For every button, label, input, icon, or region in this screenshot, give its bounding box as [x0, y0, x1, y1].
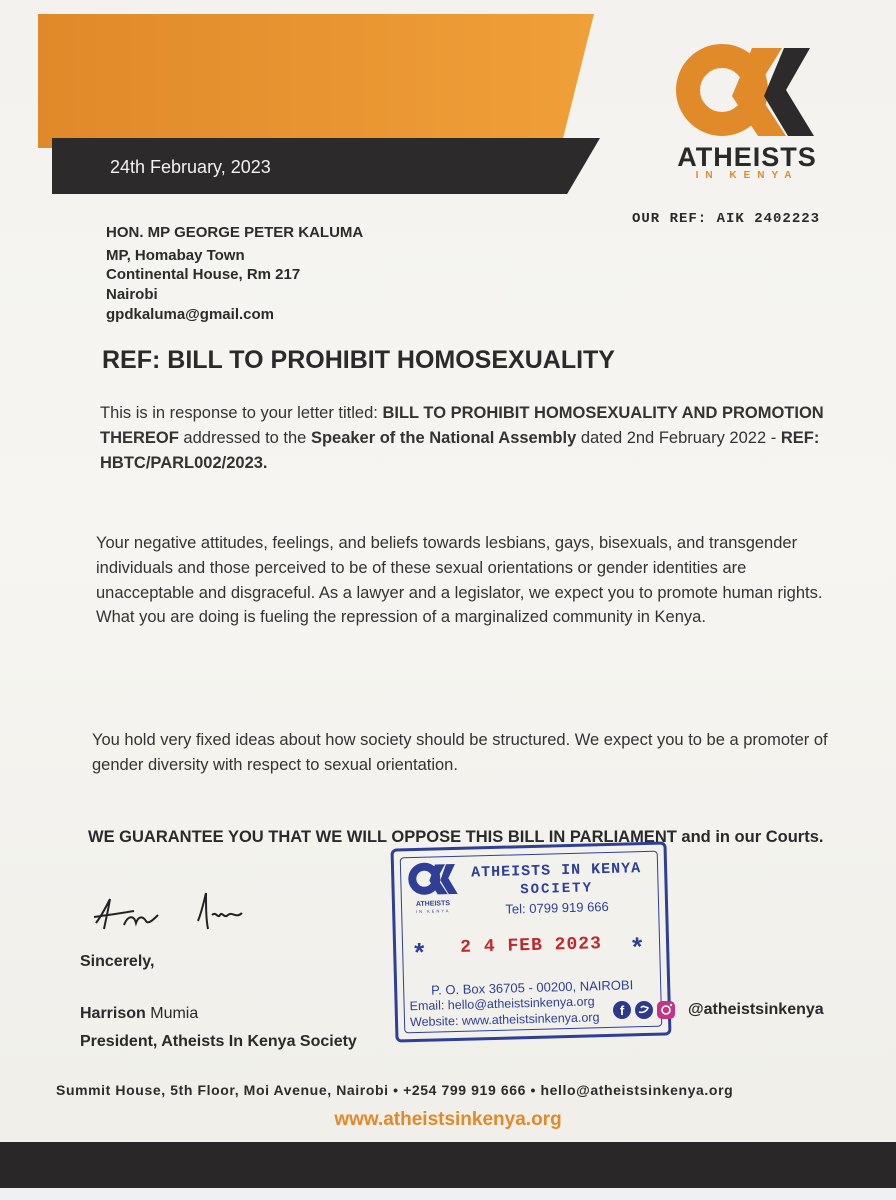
letter-date: 24th February, 2023	[110, 157, 271, 177]
recipient-line2: MP, Homabay Town	[106, 247, 245, 264]
stamp-telephone: Tel: 0799 919 666	[505, 898, 609, 917]
p1-speaker: Speaker of the National Assembly	[310, 428, 577, 447]
social-icons	[612, 998, 682, 1022]
stamp-logo-icon	[402, 858, 463, 916]
stamp-org-society: SOCIETY	[520, 880, 594, 899]
stamp-star-right: *	[631, 931, 643, 962]
recipient-line3: Continental House, Rm 217	[106, 266, 301, 283]
p1-bill-title: BILL TO PROHIBIT HOMOSEXUALITY AND PROMOTION THEREOF	[100, 404, 824, 447]
instagram-icon	[657, 1001, 675, 1019]
signer-name	[80, 1005, 198, 1023]
our-reference: OUR REF: AIK 2402223	[632, 211, 821, 227]
closing: Sincerely,	[80, 953, 155, 970]
paragraph-response	[100, 401, 830, 475]
paragraph-guarantee: WE GUARANTEE YOU THAT WE WILL OPPOSE THIS BILL IN PARLIAMENT and in our Courts.	[88, 828, 824, 846]
paragraph-attitudes: Your negative attitudes, feelings, and beliefs towards lesbians, gays, bisexuals, and transgender individuals and those perceived to be of these sexual orientations or gender identities are unacceptable and disgraceful. As a lawyer and a legislator, we expect you to promote human rights. What you are doing is fueling the repression of a marginalized community in Kenya.	[96, 534, 823, 627]
recipient-name: HON. MP GEORGE PETER KALUMA	[106, 224, 364, 241]
signer-title: President, Atheists In Kenya Society	[80, 1033, 357, 1050]
stamp-website: Website: www.atheistsinkenya.org	[409, 1010, 600, 1030]
stamp-po-box: P. O. Box 36705 - 00200, NAIROBI	[430, 977, 634, 998]
signer-first-name: Harrison	[80, 1005, 146, 1022]
svg-text:ATHEISTS: ATHEISTS	[415, 900, 451, 908]
p1-text-e: dated 2nd February 2022 -	[576, 428, 781, 447]
p1-ref: REF: HBTC/PARL002/2023.	[100, 428, 820, 472]
p1-text-a: This is in response to your letter titled:	[100, 404, 383, 422]
svg-text:f: f	[619, 1003, 625, 1018]
footer-address: Summit House, 5th Floor, Moi Avenue, Nairobi • +254 799 919 666 • hello@atheistsinkenya.org	[56, 1082, 734, 1098]
social-handle: @atheistsinkenya	[688, 1001, 824, 1018]
svg-text:IN KENYA: IN KENYA	[415, 908, 451, 914]
signer-last-name: Mumia	[145, 1005, 199, 1022]
stamp-date: 2 4 FEB 2023	[460, 934, 603, 958]
stamp-star-left: *	[413, 936, 425, 968]
stamp-org-name: ATHEISTS IN KENYA	[470, 860, 642, 882]
p1-text-c: addressed to the	[178, 428, 311, 447]
header-orange-band	[38, 14, 594, 148]
logo-name: ATHEISTS	[677, 142, 817, 172]
facebook-icon	[613, 1001, 631, 1019]
reference-title: REF: BILL TO PROHIBIT HOMOSEXUALITY	[102, 346, 615, 374]
handwritten-signature	[88, 885, 258, 940]
footer-dark-band	[0, 1142, 896, 1188]
recipient-email: gpdkaluma@gmail.com	[106, 306, 274, 323]
twitter-icon	[635, 1001, 653, 1019]
stamp-email: Email: hello@atheistsinkenya.org	[409, 994, 595, 1014]
paragraph-fixed-ideas: You hold very fixed ideas about how society should be structured. We expect you to be a promoter of gender diversity with respect to sexual orientation.	[92, 731, 828, 774]
footer-website: www.atheistsinkenya.org	[334, 1109, 562, 1130]
logo-subtitle: IN KENYA	[695, 170, 799, 181]
footer-bottom-strip	[0, 1188, 896, 1200]
recipient-line4: Nairobi	[106, 286, 158, 303]
